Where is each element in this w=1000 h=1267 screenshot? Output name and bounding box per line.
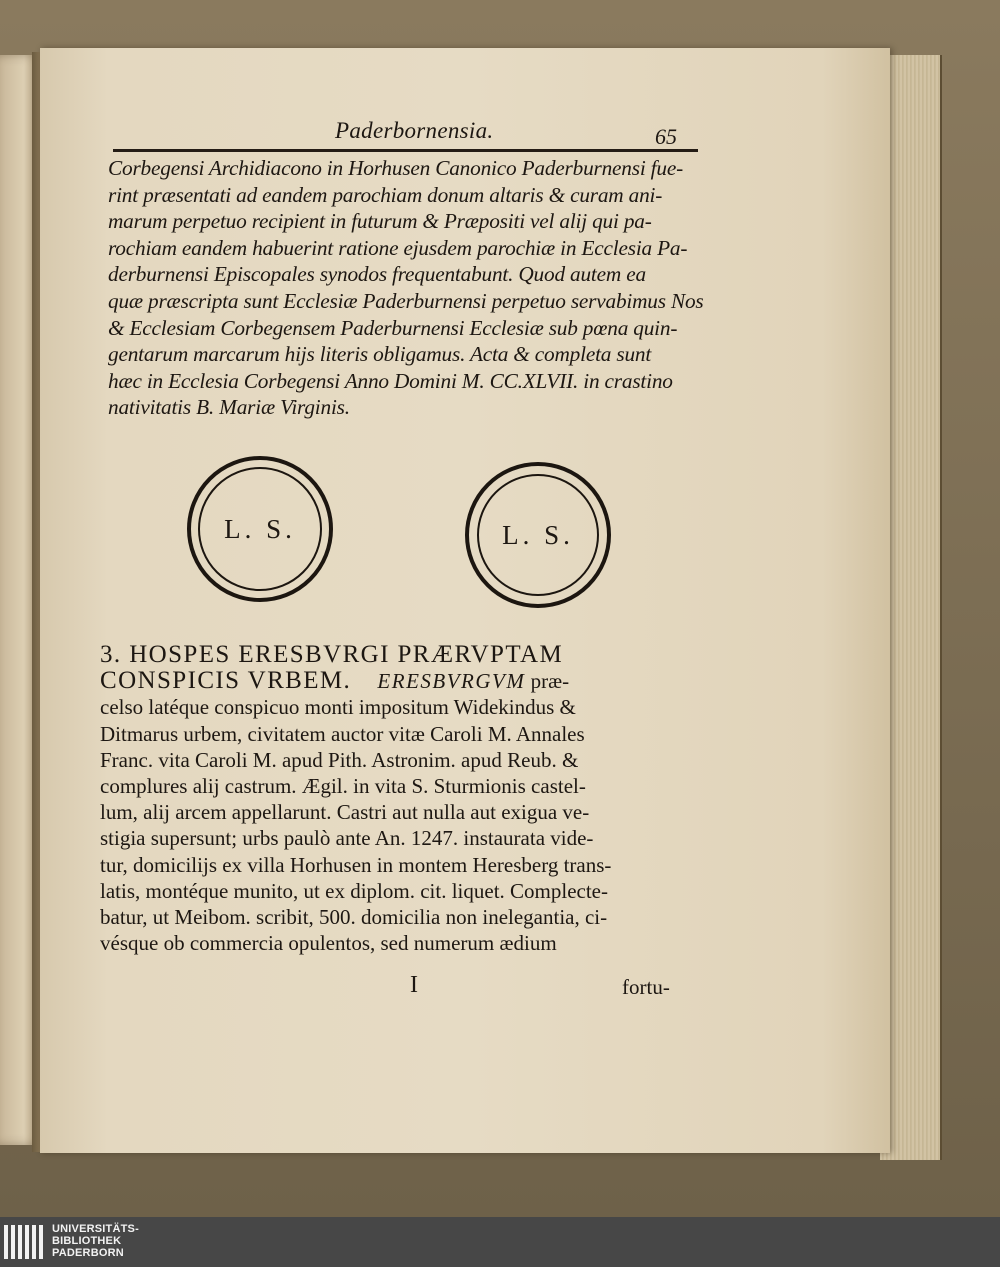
text-line: Ditmarus urbem, civitatem auctor vitæ Caroli M. Annales [100,721,585,746]
section-lemma: ERESBVRGVM [377,669,526,694]
catchword: fortu- [622,975,670,999]
page-number: 65 [655,124,677,149]
text-line: complures alij castrum. Ægil. in vita S. Sturmionis castel- [100,774,586,799]
text-line: quæ præscripta sunt Ecclesiæ Paderburnensi perpetuo servabimus Nos [108,288,704,313]
text-line: Franc. vita Caroli M. apud Pith. Astronim. apud Reub. & [100,747,579,772]
seal-right [465,462,611,608]
text-line: præ- [530,669,570,694]
text-line: gentarum marcarum hijs literis obligamus. Acta & completa sunt [108,342,652,367]
text-line: & Ecclesiam Corbegensem Paderburnensi Ecclesiæ sub pœna quin- [108,315,678,340]
library-logo-icon [4,1225,44,1259]
header-rule [113,149,698,152]
text-line: celso latéque conspicuo monti impositum Widekindus & [100,695,576,720]
seal-label: L. S. [224,513,296,544]
library-name-line: UNIVERSITÄTS- [52,1223,139,1235]
library-name-line: BIBLIOTHEK [52,1235,122,1247]
library-name-line: PADERBORN [52,1247,124,1259]
signature-mark: I [410,972,418,998]
section-heading-cont: CONSPICIS VRBEM. [100,667,352,695]
seal-left [187,456,333,602]
text-line: rint præsentati ad eandem parochiam donum altaris & curam ani- [108,182,663,207]
text-line: tur, domicilijs ex villa Horhusen in montem Heresberg trans- [100,852,612,877]
text-line: stigia supersunt; urbs paulò ante An. 1247. instaurata vide- [100,826,594,851]
running-head: Paderbornensia. [335,118,494,143]
seal-label: L. S. [502,519,574,550]
library-footer [0,1217,1000,1267]
section-heading: 3. HOSPES ERESBVRGI PRÆRVPTAM [100,641,564,668]
text-line: latis, montéque munito, ut ex diplom. cit. liquet. Complecte- [100,878,608,903]
italic-charter-text [108,155,708,421]
text-line: hæc in Ecclesia Corbegensi Anno Domini M. CC.XLVII. in crastino [108,368,673,393]
text-line: batur, ut Meibom. scribit, 500. domicilia non inelegantia, ci- [100,905,608,930]
library-name [52,1223,139,1259]
text-line: Corbegensi Archidiacono in Horhusen Canonico Paderburnensi fue- [108,156,683,180]
text-line: lum, alij arcem appellarunt. Castri aut nulla aut exigua ve- [100,800,590,825]
text-line: nativitatis B. Mariæ Virginis. [108,395,350,420]
commentary-text [100,642,690,956]
text-line: derburnensi Episcopales synodos frequentabunt. Quod autem ea [108,262,646,287]
text-line: rochiam eandem habuerint ratione ejusdem parochiæ in Ecclesia Pa- [108,235,688,260]
text-line: marum perpetuo recipient in futurum & Præpositi vel alij qui pa- [108,209,652,234]
text-line: vésque ob commercia opulentos, sed numerum ædium [100,931,557,956]
